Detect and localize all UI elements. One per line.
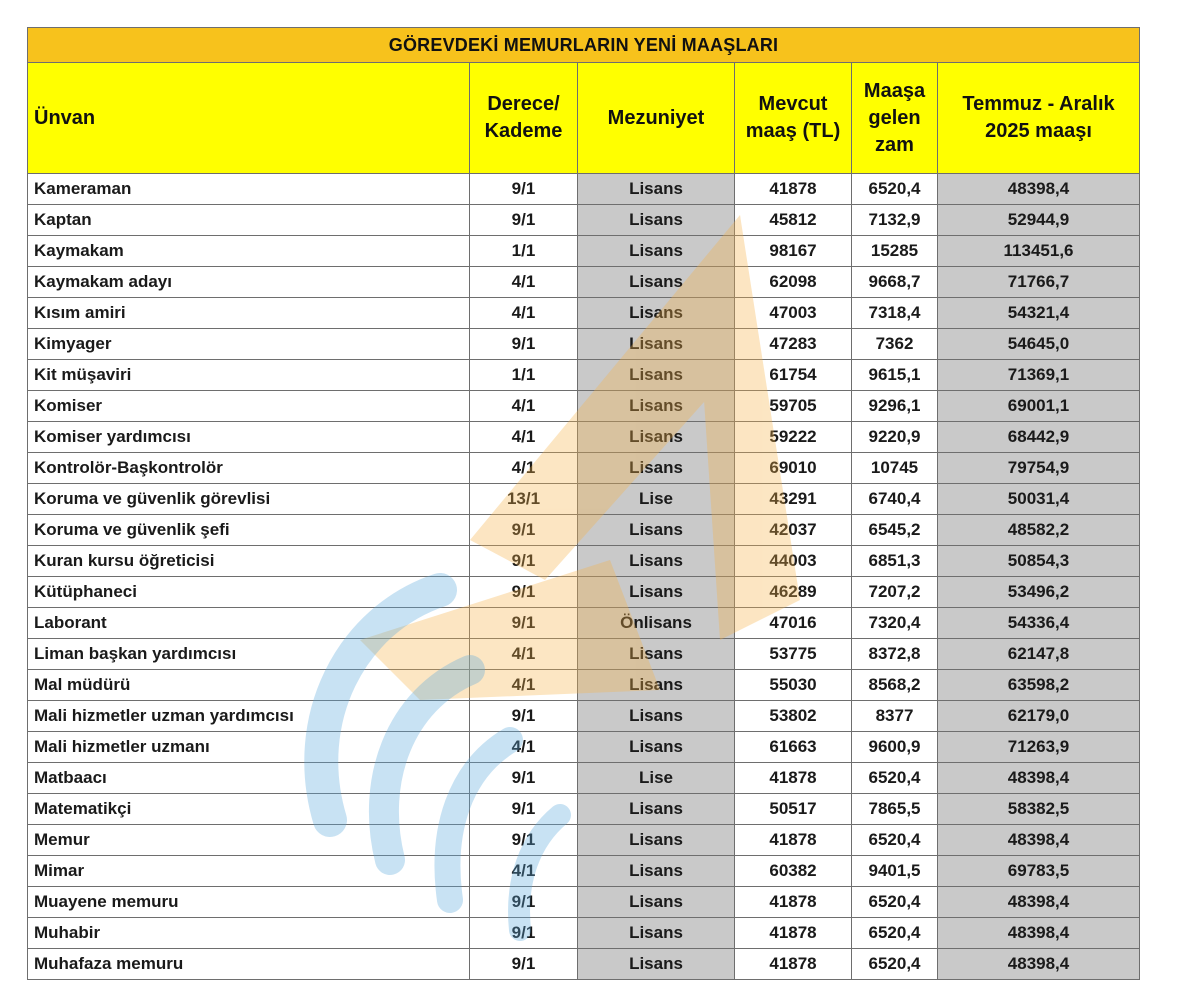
cell-derece-kademe: 4/1 (470, 732, 578, 763)
cell-yeni-maas: 48398,4 (938, 887, 1140, 918)
table-body (28, 174, 1140, 980)
cell-mevcut-maas: 53775 (735, 639, 852, 670)
header-mevcut-maas: Mevcut maaş (TL) (735, 63, 852, 174)
cell-yeni-maas: 113451,6 (938, 236, 1140, 267)
cell-mevcut-maas: 45812 (735, 205, 852, 236)
cell-maasa-gelen-zam: 6740,4 (852, 484, 938, 515)
table-row (28, 887, 1140, 918)
cell-yeni-maas: 71369,1 (938, 360, 1140, 391)
cell-maasa-gelen-zam: 6520,4 (852, 174, 938, 205)
table-row (28, 670, 1140, 701)
cell-maasa-gelen-zam: 7207,2 (852, 577, 938, 608)
cell-mevcut-maas: 61754 (735, 360, 852, 391)
cell-mezuniyet: Önlisans (578, 608, 735, 639)
cell-mevcut-maas: 47016 (735, 608, 852, 639)
cell-mezuniyet: Lisans (578, 205, 735, 236)
header-mezuniyet: Mezuniyet (578, 63, 735, 174)
cell-derece-kademe: 9/1 (470, 546, 578, 577)
cell-maasa-gelen-zam: 7318,4 (852, 298, 938, 329)
cell-mezuniyet: Lisans (578, 267, 735, 298)
header-unvan: Ünvan (28, 63, 470, 174)
cell-maasa-gelen-zam: 7865,5 (852, 794, 938, 825)
table-row (28, 825, 1140, 856)
cell-yeni-maas: 58382,5 (938, 794, 1140, 825)
cell-unvan: Kaptan (28, 205, 470, 236)
cell-mevcut-maas: 46289 (735, 577, 852, 608)
table-row (28, 360, 1140, 391)
cell-unvan: Mimar (28, 856, 470, 887)
cell-maasa-gelen-zam: 9668,7 (852, 267, 938, 298)
cell-unvan: Laborant (28, 608, 470, 639)
cell-unvan: Koruma ve güvenlik görevlisi (28, 484, 470, 515)
cell-mevcut-maas: 69010 (735, 453, 852, 484)
cell-yeni-maas: 69783,5 (938, 856, 1140, 887)
cell-unvan: Liman başkan yardımcısı (28, 639, 470, 670)
cell-maasa-gelen-zam: 9600,9 (852, 732, 938, 763)
cell-mezuniyet: Lisans (578, 639, 735, 670)
table-row (28, 329, 1140, 360)
cell-mevcut-maas: 47003 (735, 298, 852, 329)
cell-unvan: Mal müdürü (28, 670, 470, 701)
cell-derece-kademe: 9/1 (470, 174, 578, 205)
cell-maasa-gelen-zam: 7320,4 (852, 608, 938, 639)
cell-mezuniyet: Lisans (578, 298, 735, 329)
cell-maasa-gelen-zam: 9401,5 (852, 856, 938, 887)
cell-derece-kademe: 9/1 (470, 918, 578, 949)
table-title: GÖREVDEKİ MEMURLARIN YENİ MAAŞLARI (28, 28, 1140, 63)
cell-unvan: Kontrolör-Başkontrolör (28, 453, 470, 484)
cell-maasa-gelen-zam: 7362 (852, 329, 938, 360)
cell-yeni-maas: 68442,9 (938, 422, 1140, 453)
cell-yeni-maas: 50031,4 (938, 484, 1140, 515)
cell-unvan: Mali hizmetler uzman yardımcısı (28, 701, 470, 732)
cell-derece-kademe: 4/1 (470, 422, 578, 453)
cell-derece-kademe: 9/1 (470, 515, 578, 546)
cell-unvan: Koruma ve güvenlik şefi (28, 515, 470, 546)
cell-derece-kademe: 9/1 (470, 887, 578, 918)
cell-unvan: Matbaacı (28, 763, 470, 794)
table-row (28, 205, 1140, 236)
cell-yeni-maas: 71766,7 (938, 267, 1140, 298)
table-row (28, 639, 1140, 670)
cell-unvan: Muhafaza memuru (28, 949, 470, 980)
table-row (28, 608, 1140, 639)
table-row (28, 453, 1140, 484)
table-row (28, 577, 1140, 608)
cell-mevcut-maas: 61663 (735, 732, 852, 763)
cell-derece-kademe: 4/1 (470, 298, 578, 329)
cell-mezuniyet: Lisans (578, 360, 735, 391)
cell-yeni-maas: 54645,0 (938, 329, 1140, 360)
cell-mevcut-maas: 47283 (735, 329, 852, 360)
table-row (28, 422, 1140, 453)
cell-unvan: Komiser (28, 391, 470, 422)
cell-mevcut-maas: 44003 (735, 546, 852, 577)
cell-maasa-gelen-zam: 6545,2 (852, 515, 938, 546)
cell-yeni-maas: 69001,1 (938, 391, 1140, 422)
cell-unvan: Memur (28, 825, 470, 856)
cell-maasa-gelen-zam: 6520,4 (852, 763, 938, 794)
cell-mevcut-maas: 53802 (735, 701, 852, 732)
cell-mevcut-maas: 59222 (735, 422, 852, 453)
cell-yeni-maas: 62147,8 (938, 639, 1140, 670)
cell-yeni-maas: 48398,4 (938, 825, 1140, 856)
cell-mezuniyet: Lisans (578, 174, 735, 205)
cell-unvan: Muayene memuru (28, 887, 470, 918)
cell-mevcut-maas: 60382 (735, 856, 852, 887)
cell-mezuniyet: Lisans (578, 887, 735, 918)
cell-derece-kademe: 9/1 (470, 763, 578, 794)
cell-mezuniyet: Lisans (578, 794, 735, 825)
cell-derece-kademe: 4/1 (470, 267, 578, 298)
cell-maasa-gelen-zam: 6520,4 (852, 949, 938, 980)
cell-maasa-gelen-zam: 7132,9 (852, 205, 938, 236)
header-maasa-gelen-zam: Maaşa gelen zam (852, 63, 938, 174)
cell-unvan: Kameraman (28, 174, 470, 205)
cell-mezuniyet: Lisans (578, 329, 735, 360)
cell-derece-kademe: 1/1 (470, 360, 578, 391)
cell-derece-kademe: 4/1 (470, 670, 578, 701)
cell-derece-kademe: 4/1 (470, 391, 578, 422)
cell-yeni-maas: 71263,9 (938, 732, 1140, 763)
table-row (28, 515, 1140, 546)
cell-unvan: Matematikçi (28, 794, 470, 825)
cell-unvan: Kuran kursu öğreticisi (28, 546, 470, 577)
table-row (28, 856, 1140, 887)
cell-maasa-gelen-zam: 6520,4 (852, 825, 938, 856)
table-row (28, 763, 1140, 794)
cell-unvan: Kaymakam (28, 236, 470, 267)
cell-maasa-gelen-zam: 9615,1 (852, 360, 938, 391)
table-row (28, 236, 1140, 267)
cell-mezuniyet: Lisans (578, 701, 735, 732)
cell-mevcut-maas: 55030 (735, 670, 852, 701)
cell-mezuniyet: Lise (578, 484, 735, 515)
cell-derece-kademe: 4/1 (470, 856, 578, 887)
cell-maasa-gelen-zam: 9296,1 (852, 391, 938, 422)
cell-mezuniyet: Lisans (578, 856, 735, 887)
cell-maasa-gelen-zam: 6520,4 (852, 918, 938, 949)
cell-maasa-gelen-zam: 15285 (852, 236, 938, 267)
cell-maasa-gelen-zam: 8372,8 (852, 639, 938, 670)
cell-derece-kademe: 9/1 (470, 577, 578, 608)
cell-yeni-maas: 48398,4 (938, 918, 1140, 949)
cell-mevcut-maas: 41878 (735, 825, 852, 856)
cell-yeni-maas: 53496,2 (938, 577, 1140, 608)
cell-yeni-maas: 50854,3 (938, 546, 1140, 577)
cell-mevcut-maas: 62098 (735, 267, 852, 298)
cell-derece-kademe: 9/1 (470, 205, 578, 236)
cell-yeni-maas: 52944,9 (938, 205, 1140, 236)
cell-mezuniyet: Lisans (578, 732, 735, 763)
cell-maasa-gelen-zam: 6851,3 (852, 546, 938, 577)
cell-yeni-maas: 54321,4 (938, 298, 1140, 329)
cell-unvan: Kaymakam adayı (28, 267, 470, 298)
header-yeni-maas: Temmuz - Aralık 2025 maaşı (938, 63, 1140, 174)
cell-yeni-maas: 79754,9 (938, 453, 1140, 484)
cell-maasa-gelen-zam: 8377 (852, 701, 938, 732)
cell-unvan: Kütüphaneci (28, 577, 470, 608)
cell-derece-kademe: 9/1 (470, 608, 578, 639)
table-row (28, 918, 1140, 949)
salary-table (27, 27, 1140, 980)
table-row (28, 732, 1140, 763)
cell-maasa-gelen-zam: 10745 (852, 453, 938, 484)
cell-derece-kademe: 9/1 (470, 701, 578, 732)
cell-derece-kademe: 9/1 (470, 794, 578, 825)
cell-mezuniyet: Lisans (578, 670, 735, 701)
table-row (28, 174, 1140, 205)
header-derece-kademe: Derece/ Kademe (470, 63, 578, 174)
cell-mezuniyet: Lisans (578, 577, 735, 608)
cell-maasa-gelen-zam: 9220,9 (852, 422, 938, 453)
cell-mevcut-maas: 43291 (735, 484, 852, 515)
cell-mevcut-maas: 98167 (735, 236, 852, 267)
cell-yeni-maas: 48582,2 (938, 515, 1140, 546)
cell-derece-kademe: 4/1 (470, 453, 578, 484)
cell-unvan: Kimyager (28, 329, 470, 360)
cell-derece-kademe: 9/1 (470, 825, 578, 856)
cell-mezuniyet: Lisans (578, 825, 735, 856)
cell-unvan: Mali hizmetler uzmanı (28, 732, 470, 763)
table-row (28, 949, 1140, 980)
cell-mezuniyet: Lisans (578, 391, 735, 422)
table-row (28, 484, 1140, 515)
cell-mezuniyet: Lisans (578, 918, 735, 949)
table-row (28, 546, 1140, 577)
cell-yeni-maas: 48398,4 (938, 763, 1140, 794)
cell-maasa-gelen-zam: 8568,2 (852, 670, 938, 701)
cell-mevcut-maas: 41878 (735, 887, 852, 918)
cell-mevcut-maas: 50517 (735, 794, 852, 825)
cell-mezuniyet: Lise (578, 763, 735, 794)
cell-yeni-maas: 48398,4 (938, 949, 1140, 980)
table-row (28, 391, 1140, 422)
cell-yeni-maas: 48398,4 (938, 174, 1140, 205)
cell-mezuniyet: Lisans (578, 422, 735, 453)
table-row (28, 267, 1140, 298)
cell-maasa-gelen-zam: 6520,4 (852, 887, 938, 918)
cell-unvan: Kit müşaviri (28, 360, 470, 391)
table-row (28, 298, 1140, 329)
cell-yeni-maas: 63598,2 (938, 670, 1140, 701)
cell-derece-kademe: 4/1 (470, 639, 578, 670)
cell-yeni-maas: 54336,4 (938, 608, 1140, 639)
cell-derece-kademe: 9/1 (470, 949, 578, 980)
table-row (28, 794, 1140, 825)
cell-mevcut-maas: 41878 (735, 763, 852, 794)
cell-unvan: Komiser yardımcısı (28, 422, 470, 453)
cell-mezuniyet: Lisans (578, 949, 735, 980)
cell-unvan: Kısım amiri (28, 298, 470, 329)
cell-mezuniyet: Lisans (578, 236, 735, 267)
cell-mevcut-maas: 42037 (735, 515, 852, 546)
cell-mezuniyet: Lisans (578, 515, 735, 546)
cell-derece-kademe: 1/1 (470, 236, 578, 267)
cell-mevcut-maas: 59705 (735, 391, 852, 422)
cell-mezuniyet: Lisans (578, 546, 735, 577)
cell-mezuniyet: Lisans (578, 453, 735, 484)
cell-derece-kademe: 9/1 (470, 329, 578, 360)
cell-unvan: Muhabir (28, 918, 470, 949)
cell-mevcut-maas: 41878 (735, 918, 852, 949)
salary-sheet (27, 27, 1139, 980)
table-row (28, 701, 1140, 732)
cell-derece-kademe: 13/1 (470, 484, 578, 515)
cell-mevcut-maas: 41878 (735, 174, 852, 205)
cell-yeni-maas: 62179,0 (938, 701, 1140, 732)
cell-mevcut-maas: 41878 (735, 949, 852, 980)
